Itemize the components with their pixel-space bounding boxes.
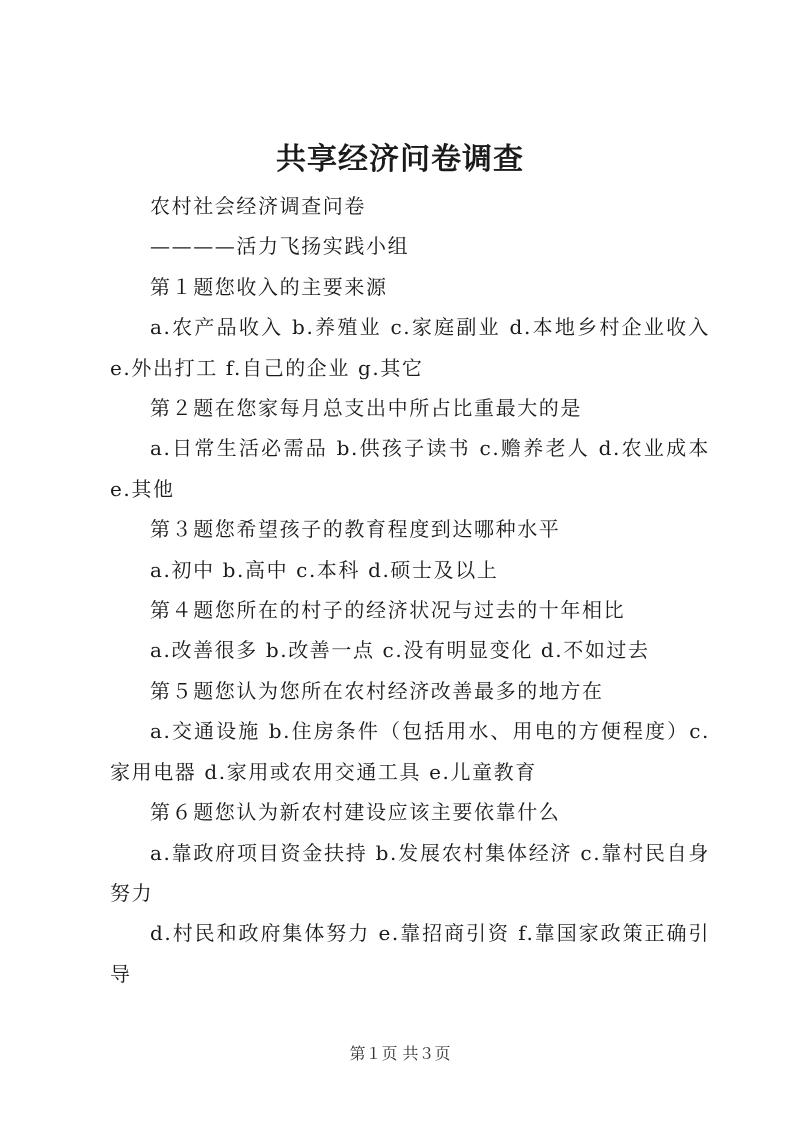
question-2: 第２题在您家每月总支出中所占比重最大的是 (150, 396, 582, 421)
paragraph-team-name: ————活力飞扬实践小组 (150, 234, 410, 259)
page-footer: 第１页 共３页 (349, 1044, 451, 1063)
document-title: 共享经济问卷调查 (276, 142, 524, 177)
question-1-options: a.农产品收入 b.养殖业 c.家庭副业 d.本地乡村企业收入 e.外出打工 f.自己的企业 g.其它 (110, 315, 710, 380)
question-6-options-part-1: a.靠政府项目资金扶持 b.发展农村集体经济 c.靠村民自身努力 (110, 840, 710, 905)
question-5: 第５题您认为您所在农村经济改善最多的地方在 (150, 678, 604, 703)
paragraph-survey-name: 农村社会经济调查问卷 (150, 194, 366, 218)
question-4-options: a.改善很多 b.改善一点 c.没有明显变化 d.不如过去 (150, 638, 650, 663)
question-2-options: a.日常生活必需品 b.供孩子读书 c.赡养老人 d.农业成本 e.其他 (110, 436, 710, 501)
question-1: 第１题您收入的主要来源 (150, 274, 388, 299)
document-body (110, 186, 710, 994)
question-6-options-part-2: d.村民和政府集体努力 e.靠招商引资 f.靠国家政策正确引导 (110, 921, 710, 986)
question-4: 第４题您所在的村子的经济状况与过去的十年相比 (150, 598, 626, 623)
question-3: 第３题您希望孩子的教育程度到达哪种水平 (150, 517, 561, 542)
question-3-options: a.初中 b.高中 c.本科 d.硕士及以上 (150, 557, 499, 582)
question-5-options: a.交通设施 b.住房条件（包括用水、用电的方便程度）c.家用电器 d.家用或农用交通工具 e.儿童教育 (110, 719, 710, 784)
question-6: 第６题您认为新农村建设应该主要依靠什么 (150, 800, 561, 825)
